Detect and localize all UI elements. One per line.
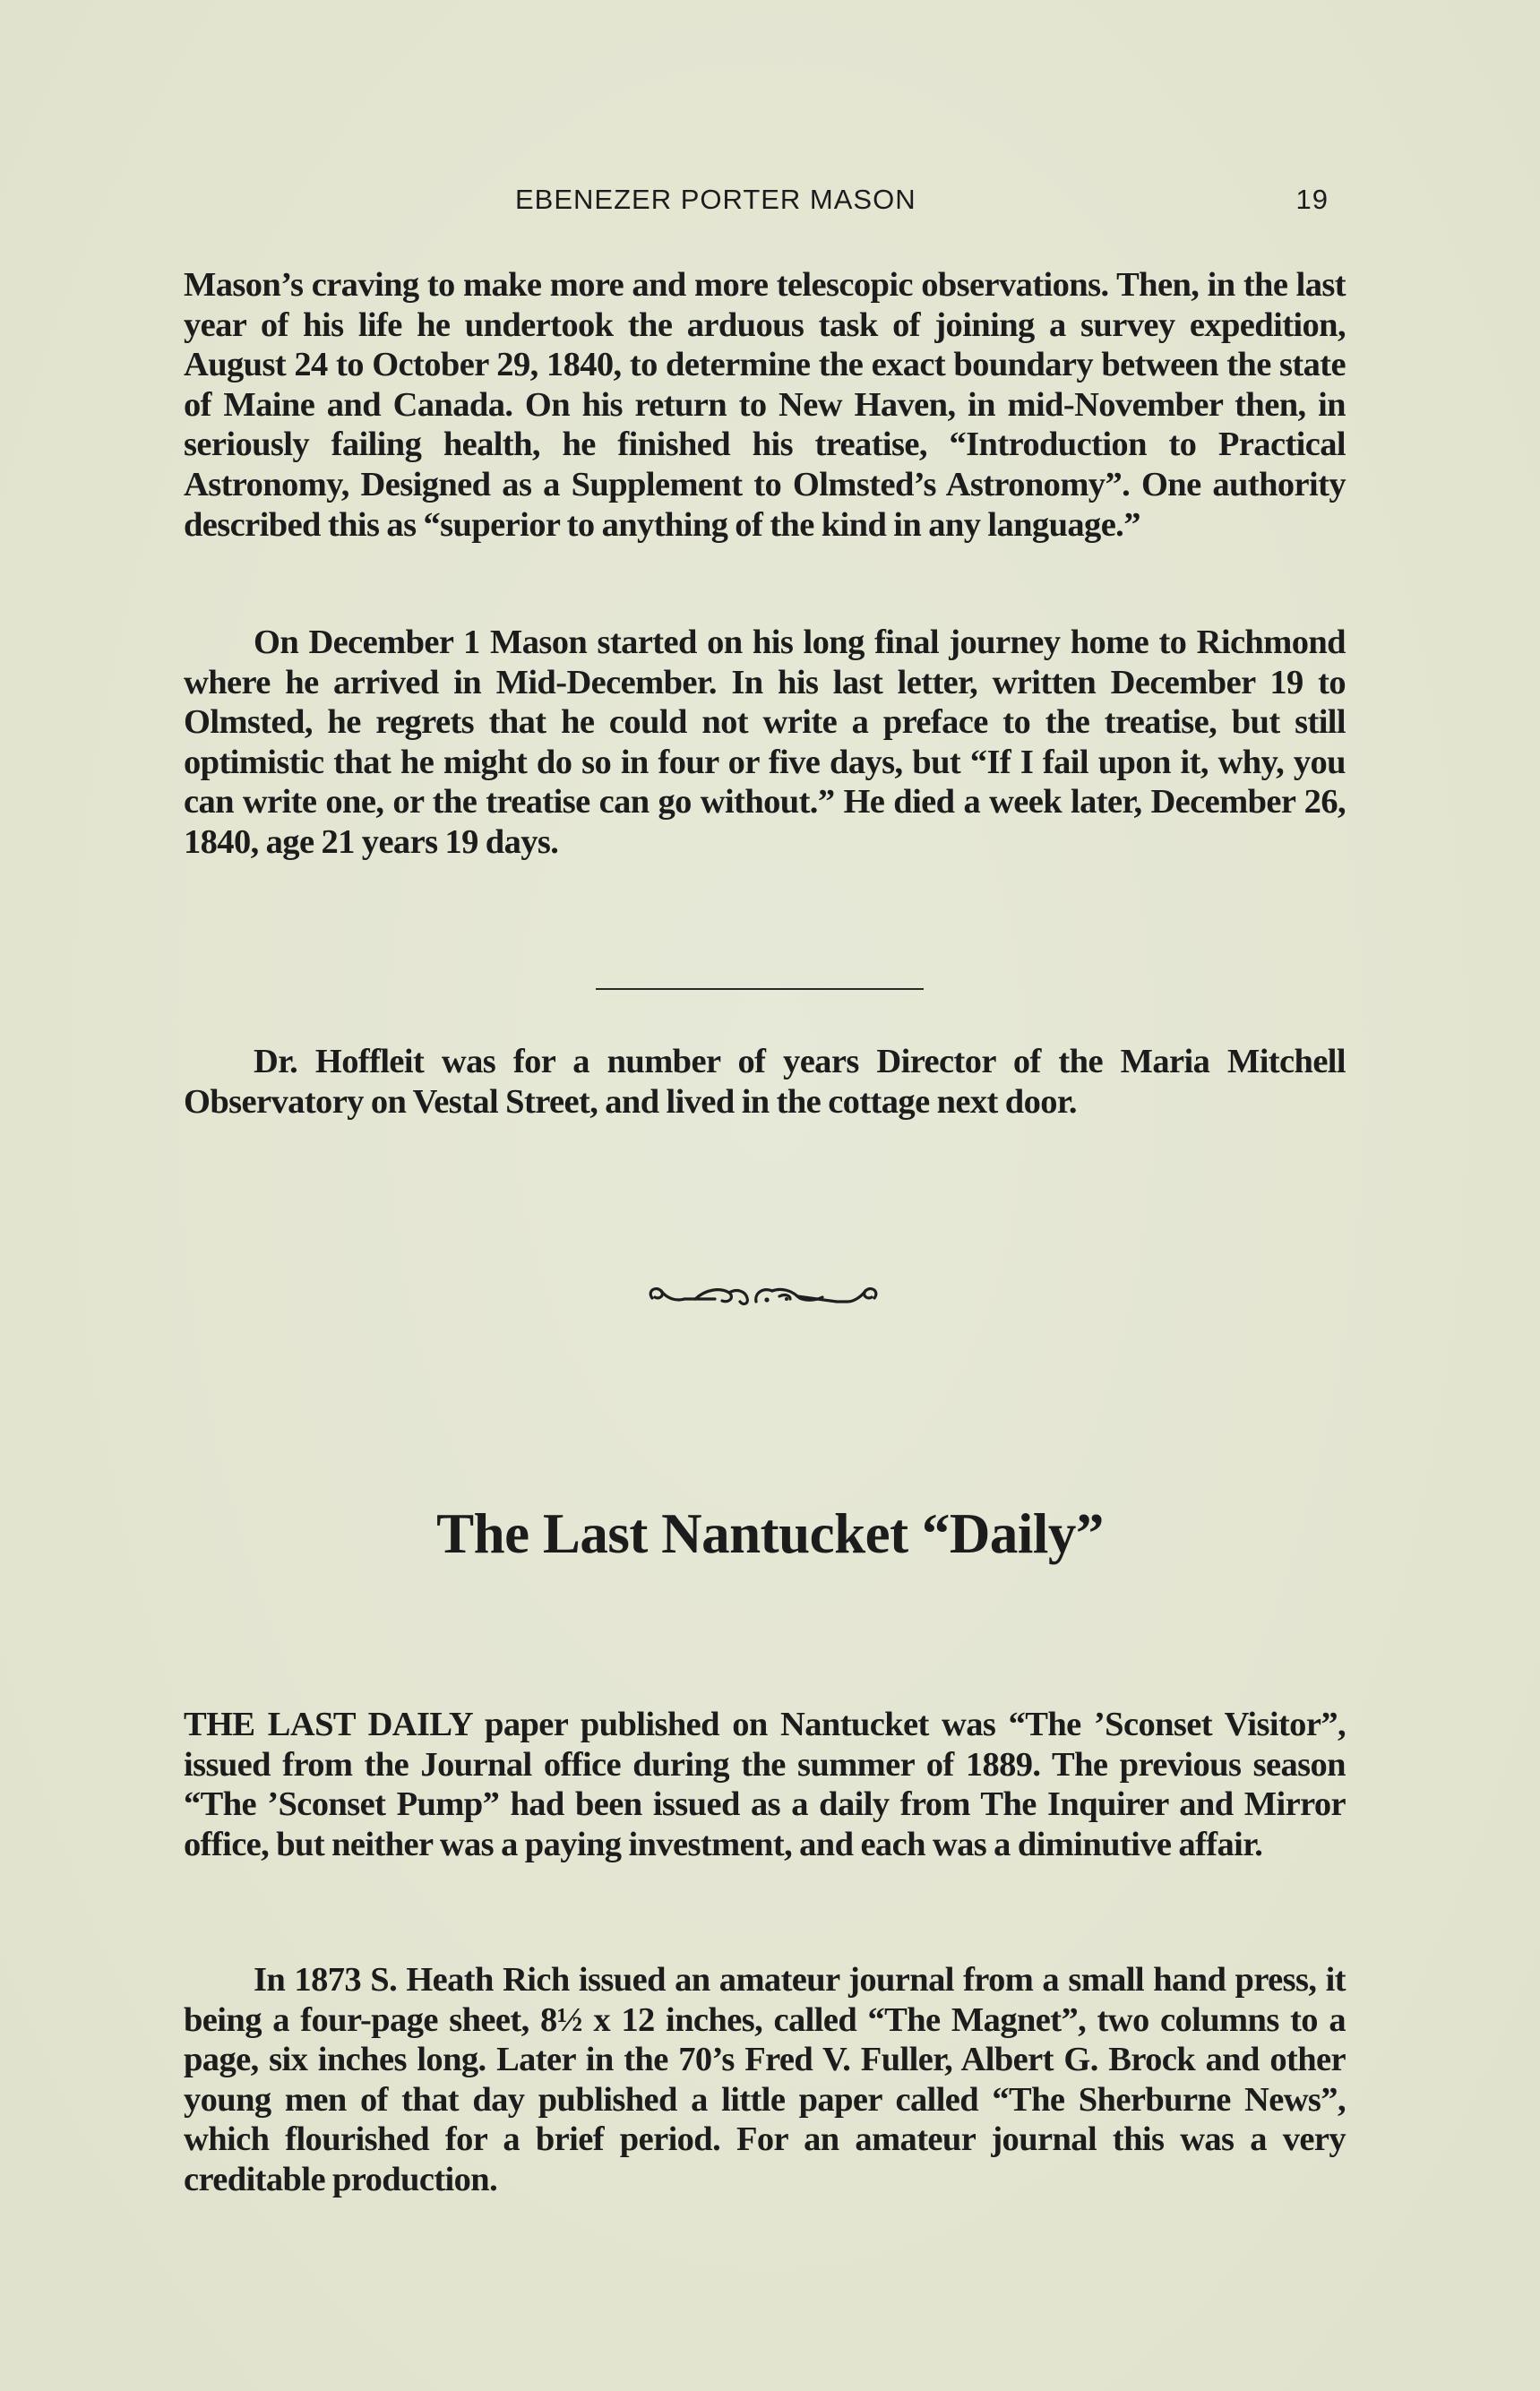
running-title: EBENEZER PORTER MASON xyxy=(515,184,916,215)
running-head xyxy=(184,184,1348,223)
scroll-ornament-icon xyxy=(645,1278,887,1314)
page-number: 19 xyxy=(1295,184,1329,215)
author-note: Dr. Hoffleit was for a number of years Director of the Maria Mitchell Observatory on Vestal Street, and lived in the cottage next door. xyxy=(184,1043,1346,1121)
article-title: The Last Nantucket “Daily” xyxy=(436,1502,1104,1565)
paragraph-mason-death: On December 1 Mason started on his long final journey home to Richmond where he arrived in Mid-December. In his last letter, written December 19 to Olmsted, he regrets that he could not write a preface to the treatise, but still optimistic that he might do so in four or five days, but “If I fail upon it, why, you can write one, or the treatise can go without.” He died a week later, December 26, 1840, age 21 years 19 days. xyxy=(184,624,1346,861)
paragraph-mason-treatise: Mason’s craving to make more and more telescopic observations. Then, in the last year of his life he undertook the arduous task of joining a survey expedition, August 24 to October 29, 1840, to determine the exact boundary between the state of Maine and Canada. On his return to New Haven, in mid-November then, in seriously failing health, he finished his treatise, “Introduction to Practical Astronomy, Designed as a Supplement to Olmsted’s Astronomy”. One authority described this as “superior to anything of the kind in any language.” xyxy=(184,266,1346,544)
article-paragraph-last-daily: THE LAST DAILY paper published on Nantucket was “The ’Sconset Visitor”, issued from the Journal office during the summer of 1889. The previous season “The ’Sconset Pump” had been issued as a daily from The Inquirer and Mirror office, but neither was a paying investment, and each was a diminutive affair. xyxy=(184,1706,1346,1863)
section-divider-rule xyxy=(596,988,924,990)
article-paragraph-amateur-journals: In 1873 S. Heath Rich issued an amateur journal from a small hand press, it being a four-page sheet, 8½ x 12 inches, called “The Magnet”, two columns to a page, six inches long. Later in the 70’s Fred V. Fuller, Albert G. Brock and other young men of that day published a little paper called “The Sherburne News”, which flourished for a brief period. For an amateur journal this was a very creditable production. xyxy=(184,1961,1346,2198)
